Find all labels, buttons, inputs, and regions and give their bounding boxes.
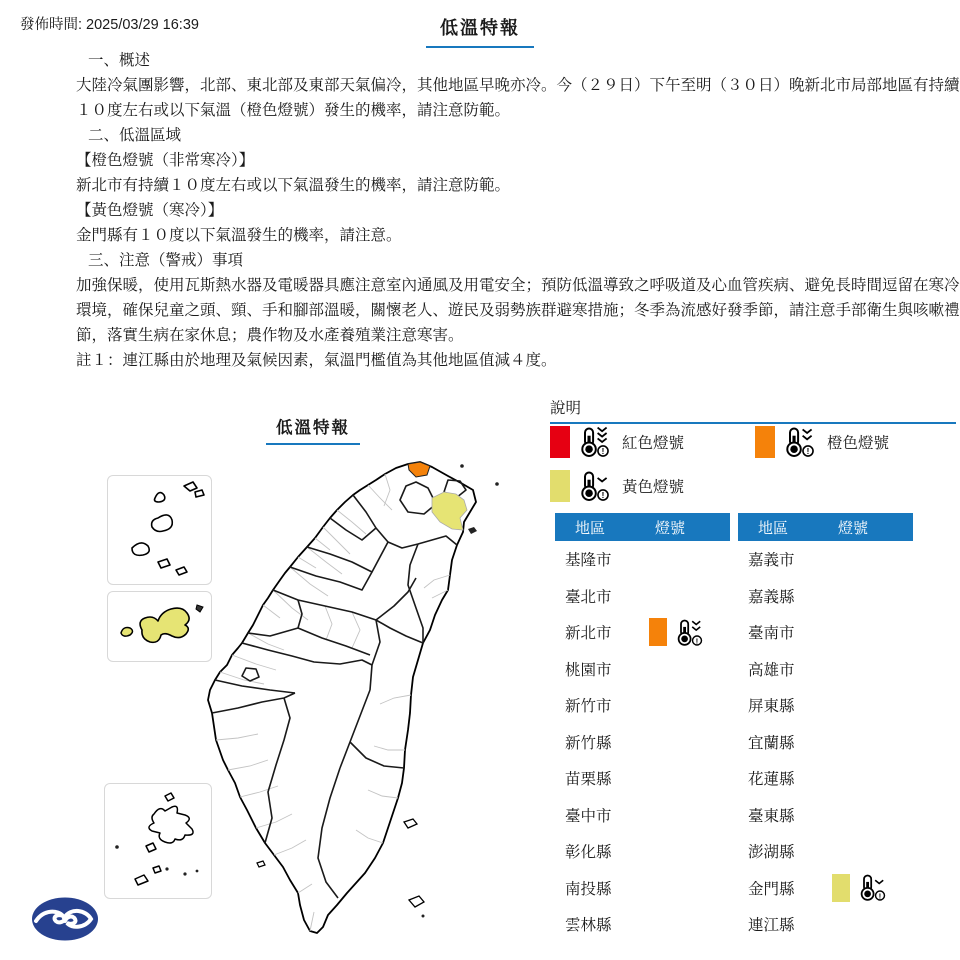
cold-thermometer-icon: [781, 426, 817, 458]
region-label: 金門縣: [748, 880, 795, 898]
section3-body: 加強保暖，使用瓦斯熱水器及電暖器具應注意室內通風及用電安全；預防低溫導致之呼吸道及心血管疾病、避免長時間逗留在寒冷環境，確保兒童之頭、頸、手和腳部溫暖，關懷老人、遊民及弱勢族群避寒措施；冬季為流感好發季節，請注意手部衛生與咳嗽禮節，落實生病在家休息；農作物及水產養殖業注意寒害。: [76, 277, 960, 344]
orange-signal-body: 新北市有持續１０度左右或以下氣溫發生的機率，請注意防範。: [76, 177, 511, 194]
table-row: [555, 906, 730, 943]
svg-text:!: !: [601, 491, 605, 501]
svg-text:!: !: [695, 636, 699, 646]
region-label: 臺中市: [565, 807, 612, 825]
cwa-logo[interactable]: [30, 895, 100, 948]
legend-item-yellow: [550, 470, 684, 502]
legend-heading: 說明: [550, 396, 956, 424]
region-label: 花蓮縣: [748, 771, 795, 789]
taiwan-outline: [208, 462, 476, 933]
region-label: 南投縣: [565, 880, 612, 898]
region-label: 嘉義縣: [748, 588, 795, 606]
region-label: 桃園市: [565, 661, 612, 679]
region-label: 基隆市: [565, 552, 612, 570]
table-row: [555, 541, 730, 578]
table-header: [555, 513, 730, 541]
region-label: 高雄市: [748, 661, 795, 679]
region-label: 臺北市: [565, 588, 612, 606]
table-row: [738, 870, 913, 907]
region-label: 新竹縣: [565, 734, 612, 752]
table-row: [738, 724, 913, 761]
table-row: [555, 687, 730, 724]
table-row: [738, 614, 913, 651]
legend-label-yellow: 黃色燈號: [622, 479, 685, 496]
table-row: [555, 870, 730, 907]
orange-signal-swatch: [755, 426, 775, 458]
region-label: 嘉義市: [748, 552, 795, 570]
signal-table-left: [555, 513, 730, 943]
map-title: 低溫特報: [238, 414, 388, 445]
region-label: 新竹市: [565, 698, 612, 716]
legend-label-orange: 橙色燈號: [827, 435, 890, 452]
orange-signal-label: 【橙色燈號（非常寒冷）】: [76, 152, 255, 169]
table-row: [738, 760, 913, 797]
signal-table-right: [738, 513, 913, 943]
yellow-signal-swatch: [550, 470, 570, 502]
section1-body: 大陸冷氣團影響，北部、東北部及東部天氣偏冷，其他地區早晚亦冷。今（２９日）下午至明（３０日）晚新北市局部地區有持續１０度左右或以下氣溫（橙色燈號）發生的機率，請注意防範。: [76, 77, 960, 119]
table-row: [738, 578, 913, 615]
region-label: 臺東縣: [748, 807, 795, 825]
table-row: [738, 541, 913, 578]
table-row: [555, 724, 730, 761]
svg-text:!: !: [601, 447, 605, 457]
region-label: 彰化縣: [565, 844, 612, 862]
taiwan-map: [180, 450, 540, 960]
advisory-text: [76, 48, 960, 373]
region-label: 雲林縣: [565, 917, 612, 935]
region-label: 臺南市: [748, 625, 795, 643]
table-row: [738, 687, 913, 724]
cwa-logo-icon: [30, 895, 100, 943]
warning-map-panel: [100, 412, 545, 960]
table-row: [738, 906, 913, 943]
legend-item-orange: [755, 426, 889, 458]
region-label: 澎湖縣: [748, 844, 795, 862]
cold-thermometer-icon: [576, 470, 612, 502]
region-label: 連江縣: [748, 917, 795, 935]
table-row: [555, 614, 730, 651]
region-label: 屏東縣: [748, 698, 795, 716]
table-row: [555, 578, 730, 615]
legend-item-red: [550, 426, 684, 458]
table-row: [738, 833, 913, 870]
section2-heading: 二、低溫區域: [88, 127, 182, 144]
column-signal: 燈號: [838, 519, 869, 537]
table-row: [555, 797, 730, 834]
column-region: 地區: [758, 519, 789, 537]
signal-cell-yellow: [832, 870, 888, 907]
section1-heading: 一、概述: [88, 52, 151, 69]
yellow-signal-swatch: [832, 874, 850, 902]
svg-text:!: !: [806, 447, 810, 457]
cold-thermometer-icon: [673, 618, 705, 647]
table-row: [555, 651, 730, 688]
legend: [550, 396, 956, 501]
table-header: [738, 513, 913, 541]
svg-text:!: !: [878, 891, 882, 901]
table-row: [738, 651, 913, 688]
column-region: 地區: [575, 519, 606, 537]
region-label: 新北市: [565, 625, 612, 643]
footnote: 註１：連江縣由於地理及氣候因素，氣溫門檻值為其他地區值減４度。: [76, 352, 557, 369]
yellow-signal-body: 金門縣有１０度以下氣溫發生的機率，請注意。: [76, 227, 402, 244]
signal-cell-orange: [649, 614, 705, 651]
cold-thermometer-icon: [856, 873, 888, 902]
table-row: [738, 797, 913, 834]
page-title: 低溫特報: [0, 14, 960, 48]
table-row: [555, 833, 730, 870]
yellow-signal-label: 【黃色燈號（寒冷）】: [76, 202, 224, 219]
region-label: 苗栗縣: [565, 771, 612, 789]
orange-signal-swatch: [649, 618, 667, 646]
red-signal-swatch: [550, 426, 570, 458]
column-signal: 燈號: [655, 519, 686, 537]
region-label: 宜蘭縣: [748, 734, 795, 752]
table-row: [555, 760, 730, 797]
legend-label-red: 紅色燈號: [622, 435, 685, 452]
publish-time: 發佈時間: 2025/03/29 16:39: [20, 17, 199, 33]
cold-thermometer-icon: [576, 426, 612, 458]
section3-heading: 三、注意（警戒）事項: [88, 252, 244, 269]
